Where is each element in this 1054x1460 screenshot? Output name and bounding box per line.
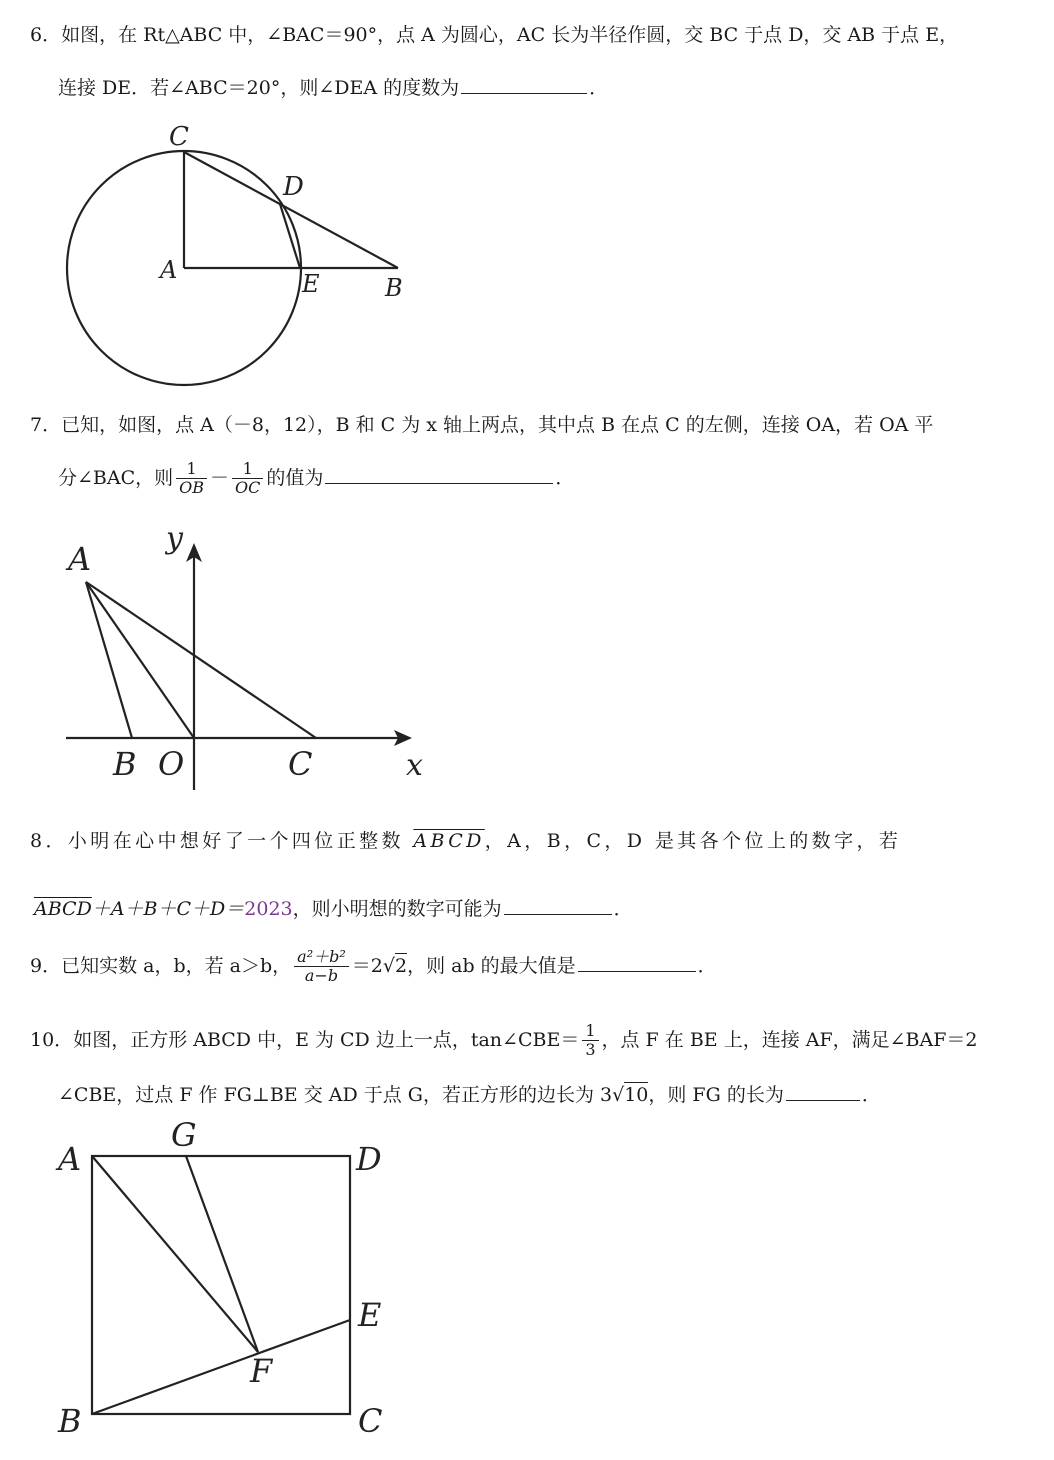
q10-label-f: F bbox=[250, 1352, 273, 1390]
q7-label-y: y bbox=[166, 521, 183, 556]
q8-answer-blank[interactable] bbox=[504, 896, 612, 915]
q6-text-line2: 连接 DE．若∠ABC＝20°，则∠DEA 的度数为 bbox=[58, 77, 460, 99]
q9-sqrt-icon: √ bbox=[382, 954, 395, 977]
q10-label-c: C bbox=[358, 1402, 383, 1440]
q10-label-e: E bbox=[358, 1296, 382, 1334]
q9-text-a: 已知实数 a，b，若 a＞b， bbox=[61, 954, 292, 977]
q7-line2 bbox=[58, 460, 574, 498]
q7-fraction-1-ob bbox=[176, 460, 207, 498]
q7-label-b: B bbox=[113, 745, 137, 783]
q7-frac2-den: OC bbox=[235, 478, 261, 498]
q9-answer-blank[interactable] bbox=[578, 953, 696, 972]
q7-period: ． bbox=[555, 466, 575, 489]
q8-text-line1a: 小明在心中想好了一个四位正整数 bbox=[67, 830, 404, 852]
q7-frac2-num: 1 bbox=[232, 460, 263, 479]
q6-number: 6． bbox=[30, 24, 62, 46]
q9-frac-num: a²＋b² bbox=[294, 948, 349, 967]
q9-period: ． bbox=[697, 954, 717, 977]
q6-period: ． bbox=[589, 77, 609, 99]
q8-line1 bbox=[30, 832, 901, 851]
q10-answer-blank[interactable] bbox=[786, 1082, 860, 1101]
q7-answer-blank[interactable] bbox=[325, 465, 553, 484]
q9-line bbox=[30, 948, 717, 986]
q6-label-d: D bbox=[283, 172, 304, 202]
q7-segment-ao bbox=[86, 582, 194, 738]
q6-label-c: C bbox=[169, 122, 189, 152]
q7-label-o: O bbox=[158, 745, 185, 783]
q8-text-line1b: ，A，B，C，D 是其各个位上的数字，若 bbox=[484, 830, 902, 852]
q10-label-b: B bbox=[58, 1402, 82, 1440]
q10-segment-af bbox=[92, 1156, 258, 1352]
q7-segment-ac bbox=[86, 582, 316, 738]
q6-label-a: A bbox=[160, 256, 178, 284]
q10-text-line2b: ，则 FG 的长为 bbox=[648, 1084, 784, 1106]
q9-sqrt-value: 2 bbox=[394, 954, 408, 977]
q10-fraction bbox=[582, 1022, 598, 1060]
q8-text-line2b: ，则小明想的数字可能为 bbox=[292, 898, 502, 920]
q10-text-line1b: ，点 F 在 BE 上，连接 AF，满足∠BAF＝2 bbox=[601, 1028, 978, 1051]
q6-text-line1: 如图，在 Rt△ABC 中，∠BAC＝90°，点 A 为圆心，AC 长为半径作圆，交 BC 于点 D，交 AB 于点 E， bbox=[61, 24, 959, 46]
q7-fraction-1-oc bbox=[232, 460, 263, 498]
q10-line1 bbox=[30, 1022, 978, 1060]
q8-period: ． bbox=[613, 898, 633, 920]
q10-line2 bbox=[58, 1082, 881, 1105]
q10-frac-num: 1 bbox=[582, 1022, 598, 1041]
q10-frac-den: 3 bbox=[585, 1040, 596, 1060]
q10-label-a: A bbox=[58, 1140, 82, 1178]
q10-number: 10． bbox=[30, 1028, 74, 1051]
q8-text-line2a: ＋A＋B＋C＋D＝ bbox=[91, 898, 245, 920]
q9-text-c: ，则 ab 的最大值是 bbox=[407, 954, 576, 977]
q10-square bbox=[92, 1156, 350, 1414]
q7-segment-ab bbox=[86, 582, 132, 738]
q6-label-b: B bbox=[385, 274, 403, 302]
q7-label-a: A bbox=[68, 540, 92, 578]
q8-year-highlight: 2023 bbox=[244, 898, 293, 920]
q7-text-line1: 已知，如图，点 A（－8，12），B 和 C 为 x 轴上两点，其中点 B 在点 C 的左侧，连接 OA，若 OA 平 bbox=[61, 414, 934, 436]
q9-text-b: ＝2 bbox=[351, 954, 383, 977]
q9-number: 9． bbox=[30, 954, 62, 977]
q7-label-c: C bbox=[288, 745, 313, 783]
q10-segment-be bbox=[92, 1320, 350, 1414]
q7-minus: － bbox=[210, 466, 230, 489]
q7-frac1-den: OB bbox=[179, 478, 205, 498]
q8-number: 8． bbox=[30, 830, 68, 852]
q8-abcd-overline: ABCD bbox=[413, 830, 485, 852]
q7-label-x: x bbox=[406, 748, 423, 783]
q7-text-line2b: 的值为 bbox=[266, 466, 324, 489]
q10-period: ． bbox=[861, 1084, 881, 1106]
q8-line2 bbox=[34, 896, 633, 919]
q10-text-line2a: ∠CBE，过点 F 作 FG⊥BE 交 AD 于点 G，若正方形的边长为 3 bbox=[58, 1084, 613, 1106]
q9-frac-den: a−b bbox=[304, 966, 339, 986]
q10-segment-gf bbox=[186, 1156, 258, 1352]
q6-label-e: E bbox=[302, 270, 320, 298]
q10-sqrt-value: 10 bbox=[624, 1084, 649, 1106]
q7-number: 7． bbox=[30, 414, 62, 436]
q8-abcd-overline-2: ABCD bbox=[34, 898, 92, 920]
q7-frac1-num: 1 bbox=[176, 460, 207, 479]
q10-label-g: G bbox=[171, 1116, 197, 1154]
q7-line1 bbox=[30, 416, 933, 435]
q7-text-line2a: 分∠BAC，则 bbox=[58, 466, 174, 489]
q6-segment-cb bbox=[184, 152, 398, 268]
q9-fraction bbox=[294, 948, 349, 986]
q10-label-d: D bbox=[356, 1140, 382, 1178]
q10-text-line1a: 如图，正方形 ABCD 中，E 为 CD 边上一点，tan∠CBE＝ bbox=[73, 1028, 580, 1051]
q10-sqrt-icon: √ bbox=[612, 1084, 625, 1106]
